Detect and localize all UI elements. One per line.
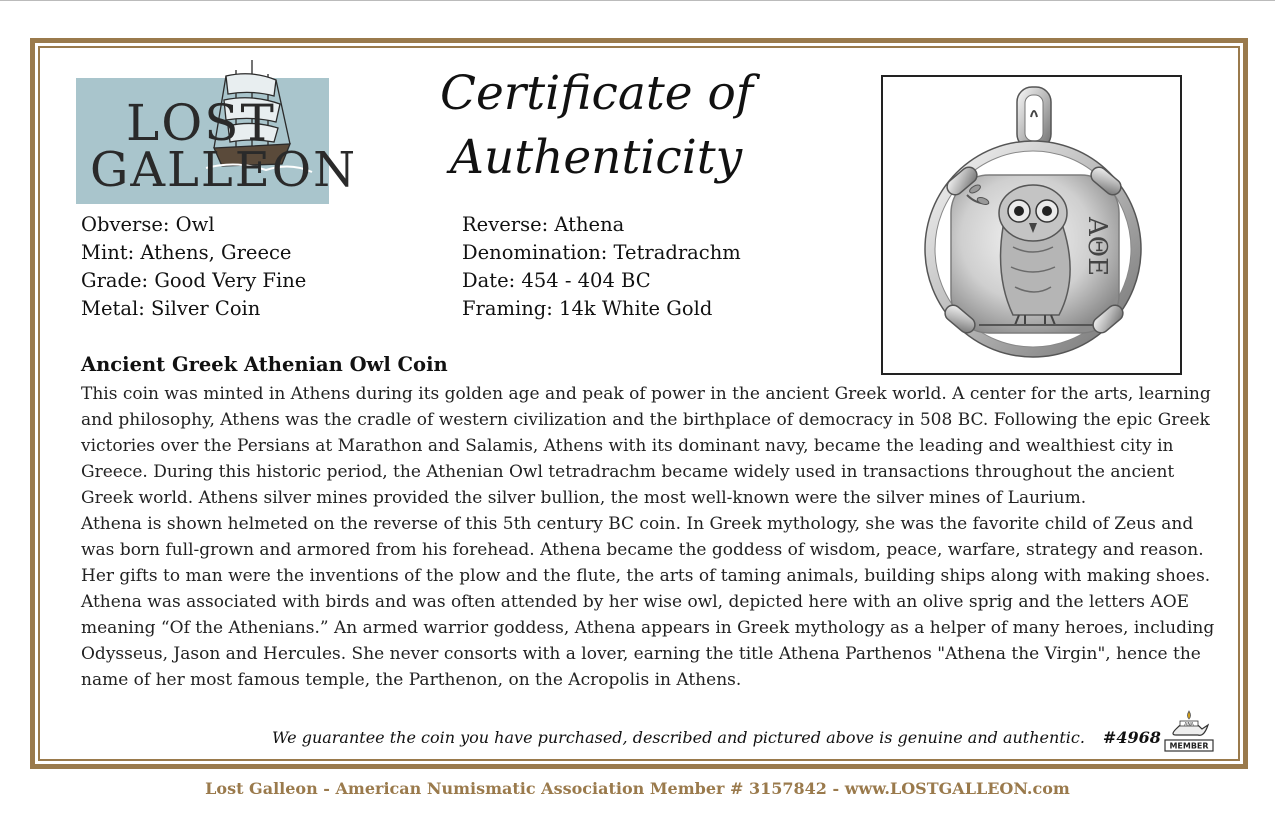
ana-badge-top: ANA: [1184, 722, 1194, 728]
description-paragraph-1: This coin was minted in Athens during its golden age and peak of power in the ancient Greek world. A center for the arts, learning and philosophy, Athens was the cradle of western civilization and the birthplace of democracy in 508 BC. Following the epic Greek victories over the Persians at Marathon and Salamis, Athens with its dominant navy, became the leading and wealthiest city in Greece. During this historic period, the Athenian Owl tetradrachm became widely used in transactions throughout the ancient Greek world. Athens silver mines provided the silver bullion, the most well-known were the silver mines of Laurium.: [81, 384, 1211, 508]
coin-inscription: ΑΘΕ: [1082, 217, 1112, 277]
spec-label: Denomination:: [462, 241, 608, 264]
spec-value: Owl: [175, 213, 215, 236]
logo-word-galleon: GALLEON: [90, 142, 358, 198]
spec-denomination: [462, 239, 741, 267]
description-body: [81, 381, 1231, 693]
spec-reverse: [462, 211, 741, 239]
spec-obverse: [81, 211, 306, 239]
spec-value: Athens, Greece: [140, 241, 292, 264]
spec-label: Reverse:: [462, 213, 549, 236]
description-heading: Ancient Greek Athenian Owl Coin: [81, 353, 448, 376]
spec-label: Metal:: [81, 297, 145, 320]
owl-coin-pendant-icon: [883, 77, 1180, 373]
logo-word-lost: LOST: [126, 94, 276, 152]
lost-galleon-logo: [76, 78, 358, 204]
guarantee-statement: [272, 728, 1161, 747]
certificate-number: #4968: [1102, 728, 1161, 747]
ana-badge-bottom: MEMBER: [1169, 741, 1209, 751]
spec-value: Silver Coin: [150, 297, 261, 320]
spec-value: Good Very Fine: [154, 269, 307, 292]
spec-value: 454 - 404 BC: [521, 269, 651, 292]
spec-value: Tetradrachm: [613, 241, 741, 264]
spec-label: Framing:: [462, 297, 553, 320]
specs-right-column: [462, 211, 741, 323]
spec-label: Date:: [462, 269, 516, 292]
spec-label: Mint:: [81, 241, 135, 264]
title-line-2: Authenticity: [450, 130, 743, 185]
specs-left-column: [81, 211, 306, 323]
title-line-1: Certificate of: [440, 66, 754, 121]
spec-value: 14k White Gold: [559, 297, 713, 320]
spec-mint: [81, 239, 306, 267]
spec-metal: [81, 295, 306, 323]
certificate-title: [440, 62, 760, 190]
spec-label: Grade:: [81, 269, 149, 292]
coin-pendant-image: [881, 75, 1182, 375]
spec-value: Athena: [554, 213, 625, 236]
spec-date: [462, 267, 741, 295]
guarantee-text: We guarantee the coin you have purchased, described and pictured above is genuine and authentic.: [272, 728, 1085, 747]
spec-grade: [81, 267, 306, 295]
ana-member-badge-icon: [1156, 707, 1222, 757]
page-top-rule: [0, 0, 1275, 1]
footer-text: Lost Galleon - American Numismatic Association Member # 3157842 - www.LOSTGALLEON.com: [205, 779, 1070, 798]
spec-label: Obverse:: [81, 213, 170, 236]
spec-framing: [462, 295, 741, 323]
description-paragraph-2: Athena is shown helmeted on the reverse of this 5th century BC coin. In Greek mythology, she was the favorite child of Zeus and was born full-grown and armored from his forehead. Athena became the goddess of wisdom, peace, warfare, strategy and reason. Her gifts to man were the inventions of the plow and the flute, the arts of taming animals, building ships along with making shoes. Athena was associated with birds and was often attended by her wise owl, depicted here with an olive sprig and the letters AOE meaning “Of the Athenians.” An armed warrior goddess, Athena appears in Greek mythology as a helper of many heroes, including Odysseus, Jason and Hercules. She never consorts with a lover, earning the title Athena Parthenos "Athena the Virgin", hence the name of her most famous temple, the Parthenon, on the Acropolis in Athens.: [81, 514, 1215, 690]
